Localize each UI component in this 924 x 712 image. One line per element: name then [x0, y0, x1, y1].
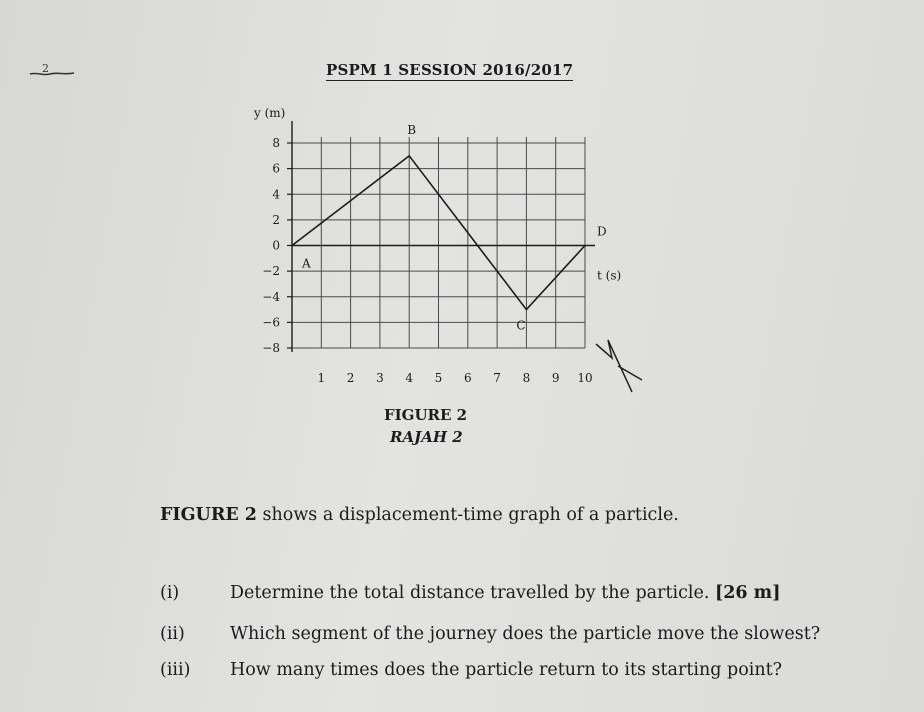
page-number-mark — [28, 62, 78, 86]
intro-figure-ref: FIGURE 2 — [160, 505, 257, 525]
question-text: Determine the total distance travelled by the particle. [26 m] — [230, 583, 781, 603]
x-tick-label: 2 — [346, 371, 355, 385]
y-tick-label: 2 — [272, 212, 280, 227]
x-tick-label: 7 — [493, 371, 501, 385]
intro-text — [160, 505, 679, 525]
page-number: 2 — [42, 62, 49, 75]
question-number: (ii) — [160, 624, 185, 644]
y-tick-label: −4 — [262, 289, 280, 304]
question-number: (iii) — [160, 660, 191, 680]
x-tick-label: 5 — [434, 371, 443, 385]
point-label-c: C — [516, 318, 526, 333]
x-tick-label: 3 — [376, 371, 384, 385]
displacement-time-chart — [240, 96, 660, 396]
point-label-d: D — [597, 224, 607, 239]
question-number: (i) — [160, 583, 180, 603]
x-tick-label: 1 — [317, 371, 326, 385]
y-tick-label: −2 — [262, 264, 280, 279]
y-tick-label: 8 — [272, 136, 280, 150]
y-tick-label: 6 — [272, 161, 280, 176]
x-tick-label: 10 — [577, 371, 593, 385]
point-label-b: B — [407, 122, 417, 137]
point-label-a: A — [302, 256, 311, 271]
y-tick-label: 4 — [272, 187, 280, 202]
session-header: PSPM 1 SESSION 2016/2017 — [326, 61, 574, 79]
y-axis-title: y (m) — [254, 106, 286, 120]
y-tick-label: −8 — [262, 341, 280, 355]
question-text: Which segment of the journey does the particle move the slowest? — [230, 624, 821, 644]
x-tick-label: 4 — [405, 371, 414, 385]
handwritten-mark — [596, 340, 642, 392]
y-tick-label: −6 — [262, 315, 280, 330]
question-text: How many times does the particle return to its starting point? — [230, 660, 783, 680]
x-axis-title: t (s) — [597, 268, 622, 283]
intro-body: shows a displacement-time graph of a particle. — [256, 505, 679, 525]
x-tick-label: 8 — [522, 371, 531, 385]
y-tick-label: 0 — [272, 238, 280, 253]
x-tick-label: 9 — [551, 371, 560, 385]
figure-title: FIGURE 2 — [384, 406, 468, 424]
question-answer: [26 m] — [714, 583, 781, 603]
figure-subtitle: RAJAH 2 — [390, 428, 463, 446]
x-tick-label: 6 — [463, 371, 472, 385]
